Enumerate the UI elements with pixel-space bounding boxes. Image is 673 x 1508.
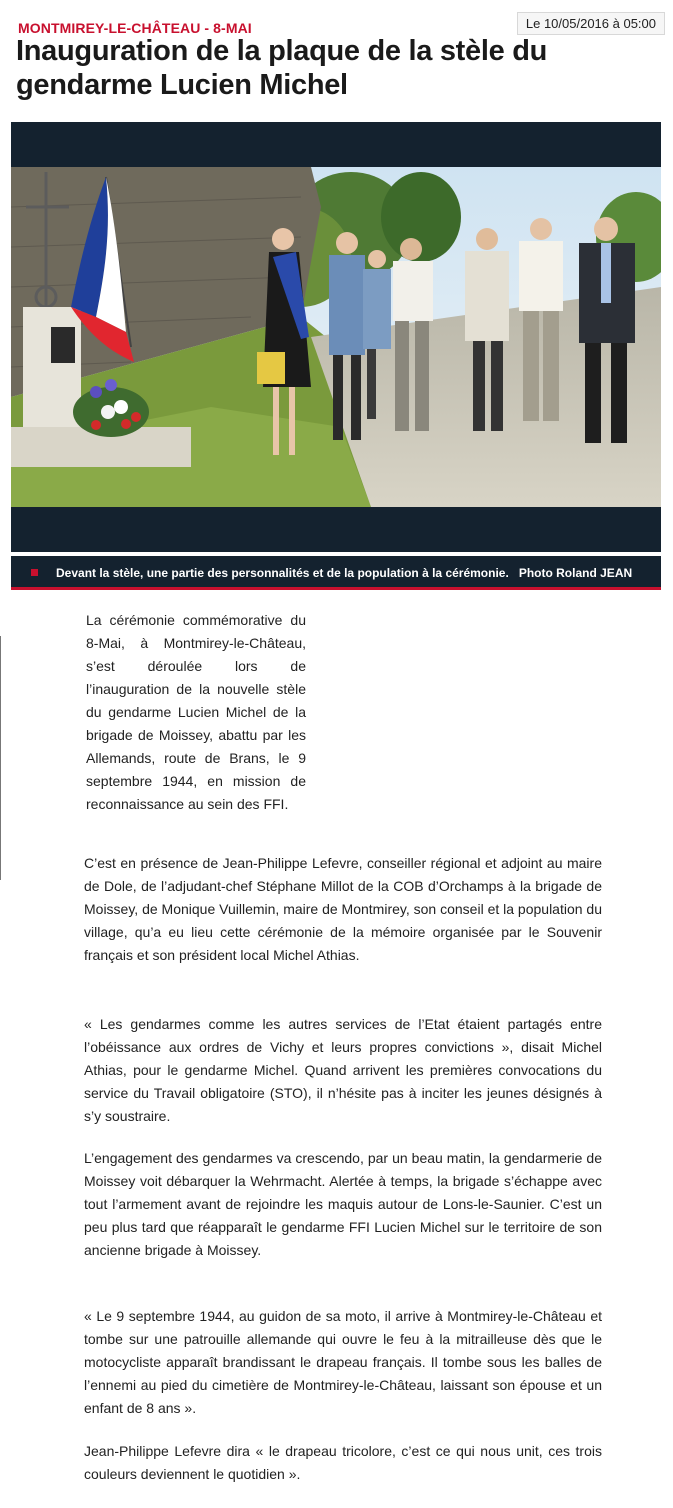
- caption-bullet-icon: [31, 569, 38, 576]
- article-lead: La cérémonie commémorative du 8-Mai, à Montmirey-le-Château, s’est déroulée lors de l’inauguration de la nouvelle stèle du gendarme Lucien Michel de la brigade de Moissey, abattu par les Allemands, route de Brans, le 9 septembre 1944, en mission de reconnaissance au sein des FFI.: [86, 612, 306, 812]
- article-paragraph: « Le 9 septembre 1944, au guidon de sa moto, il arrive à Montmirey-le-Château et tombe sur une patrouille allemande qui ouvre le feu à la mitrailleuse dès que le motocycliste apparaît brandissant le drapeau français. Il tombe sous les balles de l’ennemi au pied du cimetière de Montmirey-le-Château, laissant son épouse et un enfant de 8 ans ».: [84, 1308, 602, 1416]
- page-edge-divider: [0, 636, 1, 880]
- article-paragraph: C’est en présence de Jean-Philippe Lefevre, conseiller régional et adjoint au maire de Dole, de l’adjudant-chef Stéphane Millot de la COB d’Orchamps à la brigade de Moissey, de Monique Vuillemin, maire de Montmirey, son conseil et la population du village, qu’a eu lieu cette cérémonie de la mémoire organisée par le Souvenir français et son président local Michel Athias.: [84, 855, 602, 963]
- photo-caption-bar: [11, 556, 661, 590]
- photo-caption: [56, 566, 632, 580]
- photo-credit: Photo Roland JEAN: [518, 566, 633, 580]
- article-photo-frame: [11, 122, 661, 552]
- article-kicker: MONTMIREY-LE-CHÂTEAU - 8-MAI: [18, 20, 252, 36]
- article-paragraph: « Les gendarmes comme les autres services de l’Etat étaient partagés entre l’obéissance aux ordres de Vichy et leurs propres convictions », disait Michel Athias, pour le gendarme Michel. Quand arrivent les premières convocations du service du Travail obligatoire (STO), il n’hésite pas à inciter les jeunes désignés à s’y soustraire.: [84, 1016, 602, 1124]
- caption-text: Devant la stèle, une partie des personnalités et de la population à la cérémonie.: [56, 566, 509, 580]
- article-paragraph: Jean-Philippe Lefevre dira « le drapeau tricolore, c’est ce qui nous unit, ces trois couleurs deviennent le quotidien ».: [84, 1443, 602, 1482]
- article-photo[interactable]: [11, 167, 661, 507]
- article-paragraph: L’engagement des gendarmes va crescendo, par un beau matin, la gendarmerie de Moissey voit débarquer la Wehrmacht. Alertée à temps, la brigade s’échappe avec tout l’armement avant de rejoindre les maquis autour de Lons-le-Saunier. C’est un peu plus tard que réapparaît le gendarme FFI Lucien Michel sur le territoire de son ancienne brigade à Moissey.: [84, 1150, 602, 1258]
- publication-date: Le 10/05/2016 à 05:00: [517, 12, 665, 35]
- article-title: Inauguration de la plaque de la stèle du gendarme Lucien Michel: [16, 35, 548, 101]
